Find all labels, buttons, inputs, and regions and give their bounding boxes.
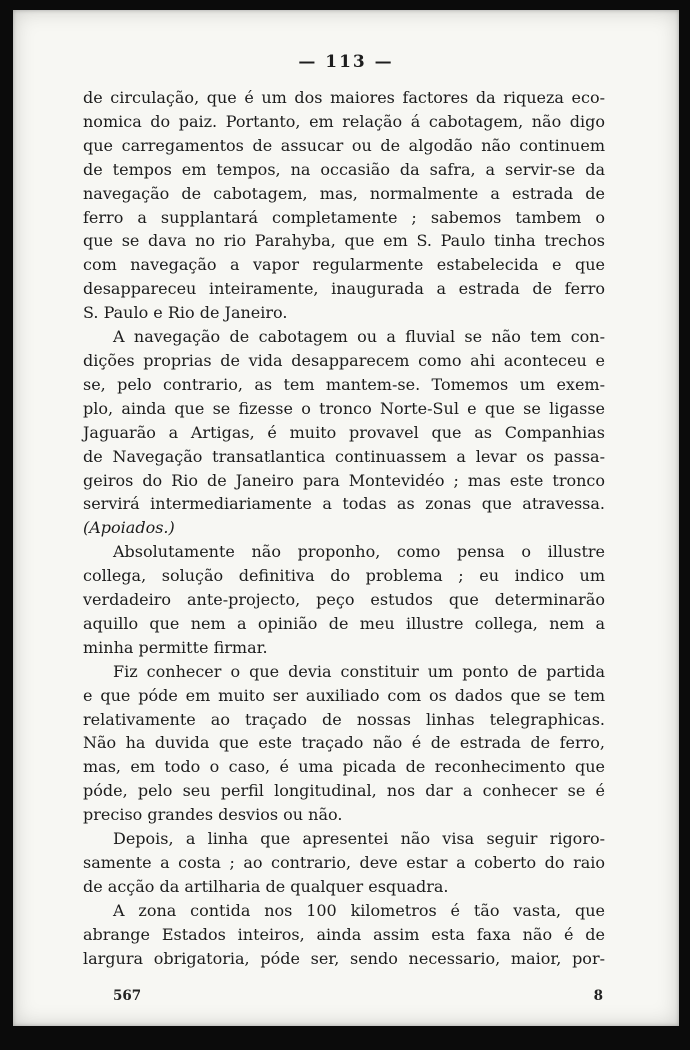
page-footer (13, 988, 679, 1004)
text-line: verdadeiro ante-projecto, peço estudos que determinarão (83, 590, 605, 610)
text-line: nomica do paiz. Portanto, em relação á cabotagem, não digo (83, 111, 605, 131)
text-line: navegação de cabotagem, mas, normalmente a estrada de (83, 183, 605, 203)
text-line: e que póde em muito ser auxiliado com os dados que se tem (83, 685, 605, 705)
scanned-page (13, 10, 679, 1026)
text-line: relativamente ao traçado de nossas linhas telegraphicas. (83, 709, 605, 729)
text-line: preciso grandes desvios ou não. (83, 805, 343, 825)
text-line: dições proprias de vida desapparecem como ahi aconteceu e (83, 350, 605, 370)
text-line: servirá intermediariamente a todas as zonas que atravessa. (83, 494, 605, 514)
text-line: desappareceu inteiramente, inaugurada a estrada de ferro (83, 279, 605, 299)
text-line: com navegação a vapor regularmente estabelecida e que (83, 255, 605, 275)
text-line: (Apoiados.) (83, 518, 175, 538)
text-line: collega, solução definitiva do problema ; eu indico um (83, 566, 605, 586)
paragraph (83, 540, 605, 660)
footer-right-number: 8 (593, 988, 603, 1004)
text-line: de circulação, que é um dos maiores factores da riqueza eco- (83, 88, 605, 107)
text-line: se, pelo contrario, as tem mantem-se. Tomemos um exem- (83, 374, 605, 394)
paragraph (83, 899, 605, 971)
text-line: abrange Estados inteiros, ainda assim esta faxa não é de (83, 924, 605, 944)
text-line: aquillo que nem a opinião de meu illustre collega, nem a (83, 613, 605, 633)
text-line: A zona contida nos 100 kilometros é tão vasta, que (113, 900, 605, 920)
text-line: minha permitte firmar. (83, 637, 268, 657)
text-line: que carregamentos de assucar ou de algodão não continuem (83, 135, 605, 155)
text-line: Jaguarão a Artigas, é muito provavel que as Companhias (83, 422, 605, 442)
text-line: largura obrigatoria, póde ser, sendo necessario, maior, por- (83, 948, 605, 968)
text-line: de Navegação transatlantica continuassem a levar os passa- (83, 446, 605, 466)
text-line: de acção da artilharia de qualquer esquadra. (83, 876, 449, 896)
text-line: Não ha duvida que este traçado não é de estrada de ferro, (83, 733, 605, 753)
text-line: S. Paulo e Rio de Janeiro. (83, 303, 288, 323)
text-line: póde, pelo seu perfil longitudinal, nos dar a conhecer se é (83, 781, 605, 801)
text-line: Fiz conhecer o que devia constituir um ponto de partida (113, 661, 605, 681)
paragraph (83, 86, 605, 325)
page-body (13, 86, 679, 971)
paragraph (83, 325, 605, 516)
text-line: samente a costa ; ao contrario, deve estar a coberto do raio (83, 853, 605, 872)
text-line: de tempos em tempos, na occasião da safra, a servir-se da (83, 159, 605, 179)
text-line: que se dava no rio Parahyba, que em S. Paulo tinha trechos (83, 231, 605, 251)
paragraph (83, 516, 605, 540)
text-line: geiros do Rio de Janeiro para Montevidéo ; mas este tronco (83, 470, 605, 490)
text-line: Depois, a linha que apresentei não visa seguir rigoro- (113, 829, 605, 849)
paragraph (83, 827, 605, 899)
text-line: plo, ainda que se fizesse o tronco Norte-Sul e que se ligasse (83, 398, 605, 418)
text-line: Absolutamente não proponho, como pensa o illustre (113, 542, 605, 562)
text-line: A navegação de cabotagem ou a fluvial se não tem con- (113, 327, 605, 347)
page-number: — 113 — (298, 52, 394, 72)
text-line: mas, em todo o caso, é uma picada de reconhecimento que (83, 757, 605, 777)
paragraph (83, 660, 605, 827)
text-line: ferro a supplantará completamente ; sabemos tambem o (83, 207, 605, 227)
footer-left-number: 567 (113, 988, 142, 1004)
